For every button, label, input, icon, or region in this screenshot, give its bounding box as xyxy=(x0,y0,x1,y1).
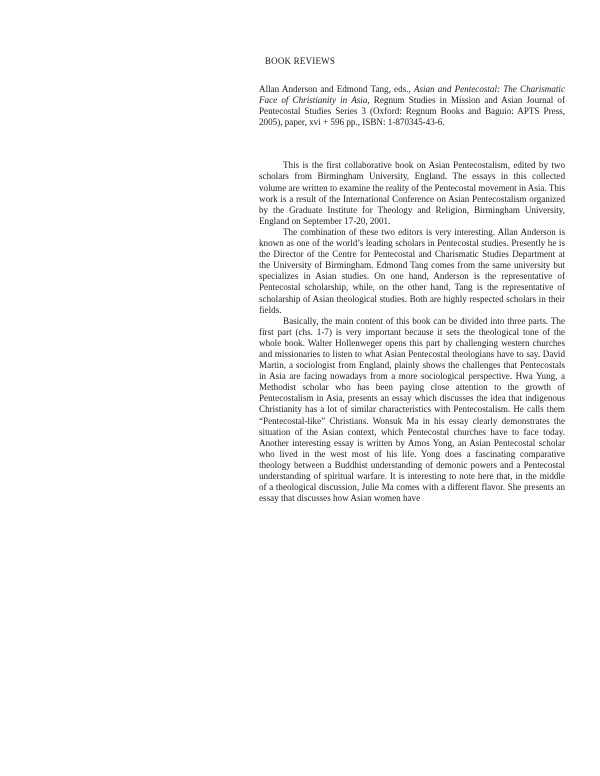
citation-authors: Allan Anderson and Edmond Tang, eds., xyxy=(259,84,414,94)
citation-book-title: Asian and Pentecostal: The Charismatic Face of Christianity in Asia xyxy=(259,84,565,106)
citation-details: , Regnum Studies in Mission and Asian Journal of Pentecostal Studies Series 3 (Oxford: Regnum Books and Baguio: APTS Press, 2005), paper, xvi + 596 pp., ISBN: 1-870345-43-6. xyxy=(259,95,565,128)
review-body xyxy=(259,160,565,504)
review-content xyxy=(259,84,565,504)
book-citation xyxy=(259,84,565,128)
review-paragraph-1: This is the first collaborative book on Asian Pentecostalism, edited by two scholars from Birmingham University, England. The essays in this collected volume are written to examine the reality of the Pentecostal movement in Asia. This work is a result of the International Conference on Asian Pentecostalism organized by the Graduate Institute for Theology and Religion, Birmingham University, England on September 17-20, 2001. xyxy=(259,160,565,226)
page-heading: BOOK REVIEWS xyxy=(264,56,336,66)
review-paragraph-2: The combination of these two editors is very interesting. Allan Anderson is known as one of the world’s leading scholars in Pentecostal studies. Presently he is the Director of the Centre for Pentecostal and Charismatic Studies Department at the University of Birmingham. Edmond Tang comes from the same university but specializes in Asian studies. On one hand, Anderson is the representative of Pentecostal scholarship, while, on the other hand, Tang is the representative of scholarship of Asian theological studies. Both are highly respected scholars in their fields. xyxy=(259,226,565,315)
review-paragraph-3: Basically, the main content of this book can be divided into three parts. The first part (chs. 1-7) is very important because it sets the theological tone of the whole book. Walter Hollenweger opens this part by challenging western churches and missionaries to listen to what Asian Pentecostal theologians have to say. David Martin, a sociologist from England, plainly shows the challenges that Pentecostals in Asia are facing nowadays from a more sociological perspective. Hwa Yung, a Methodist scholar who has been paying close attention to the growth of Pentecostalism in Asia, presents an essay which discusses the idea that indigenous Christianity has a lot of similar characteristics with Pentecostalism. He calls them “Pentecostal-like” Christians. Wonsuk Ma in his essay clearly demonstrates the situation of the Asian context, which Pentecostal churches have to face today. Another interesting essay is written by Amos Yong, an Asian Pentecostal scholar who lived in the west most of his life. Yong does a fascinating comparative theology between a Buddhist understanding of demonic powers and a Pentecostal understanding of spiritual warfare. It is interesting to note here that, in the middle of a theological discussion, Julie Ma comes with a different flavor. She presents an essay that discusses how Asian women have xyxy=(259,315,565,504)
